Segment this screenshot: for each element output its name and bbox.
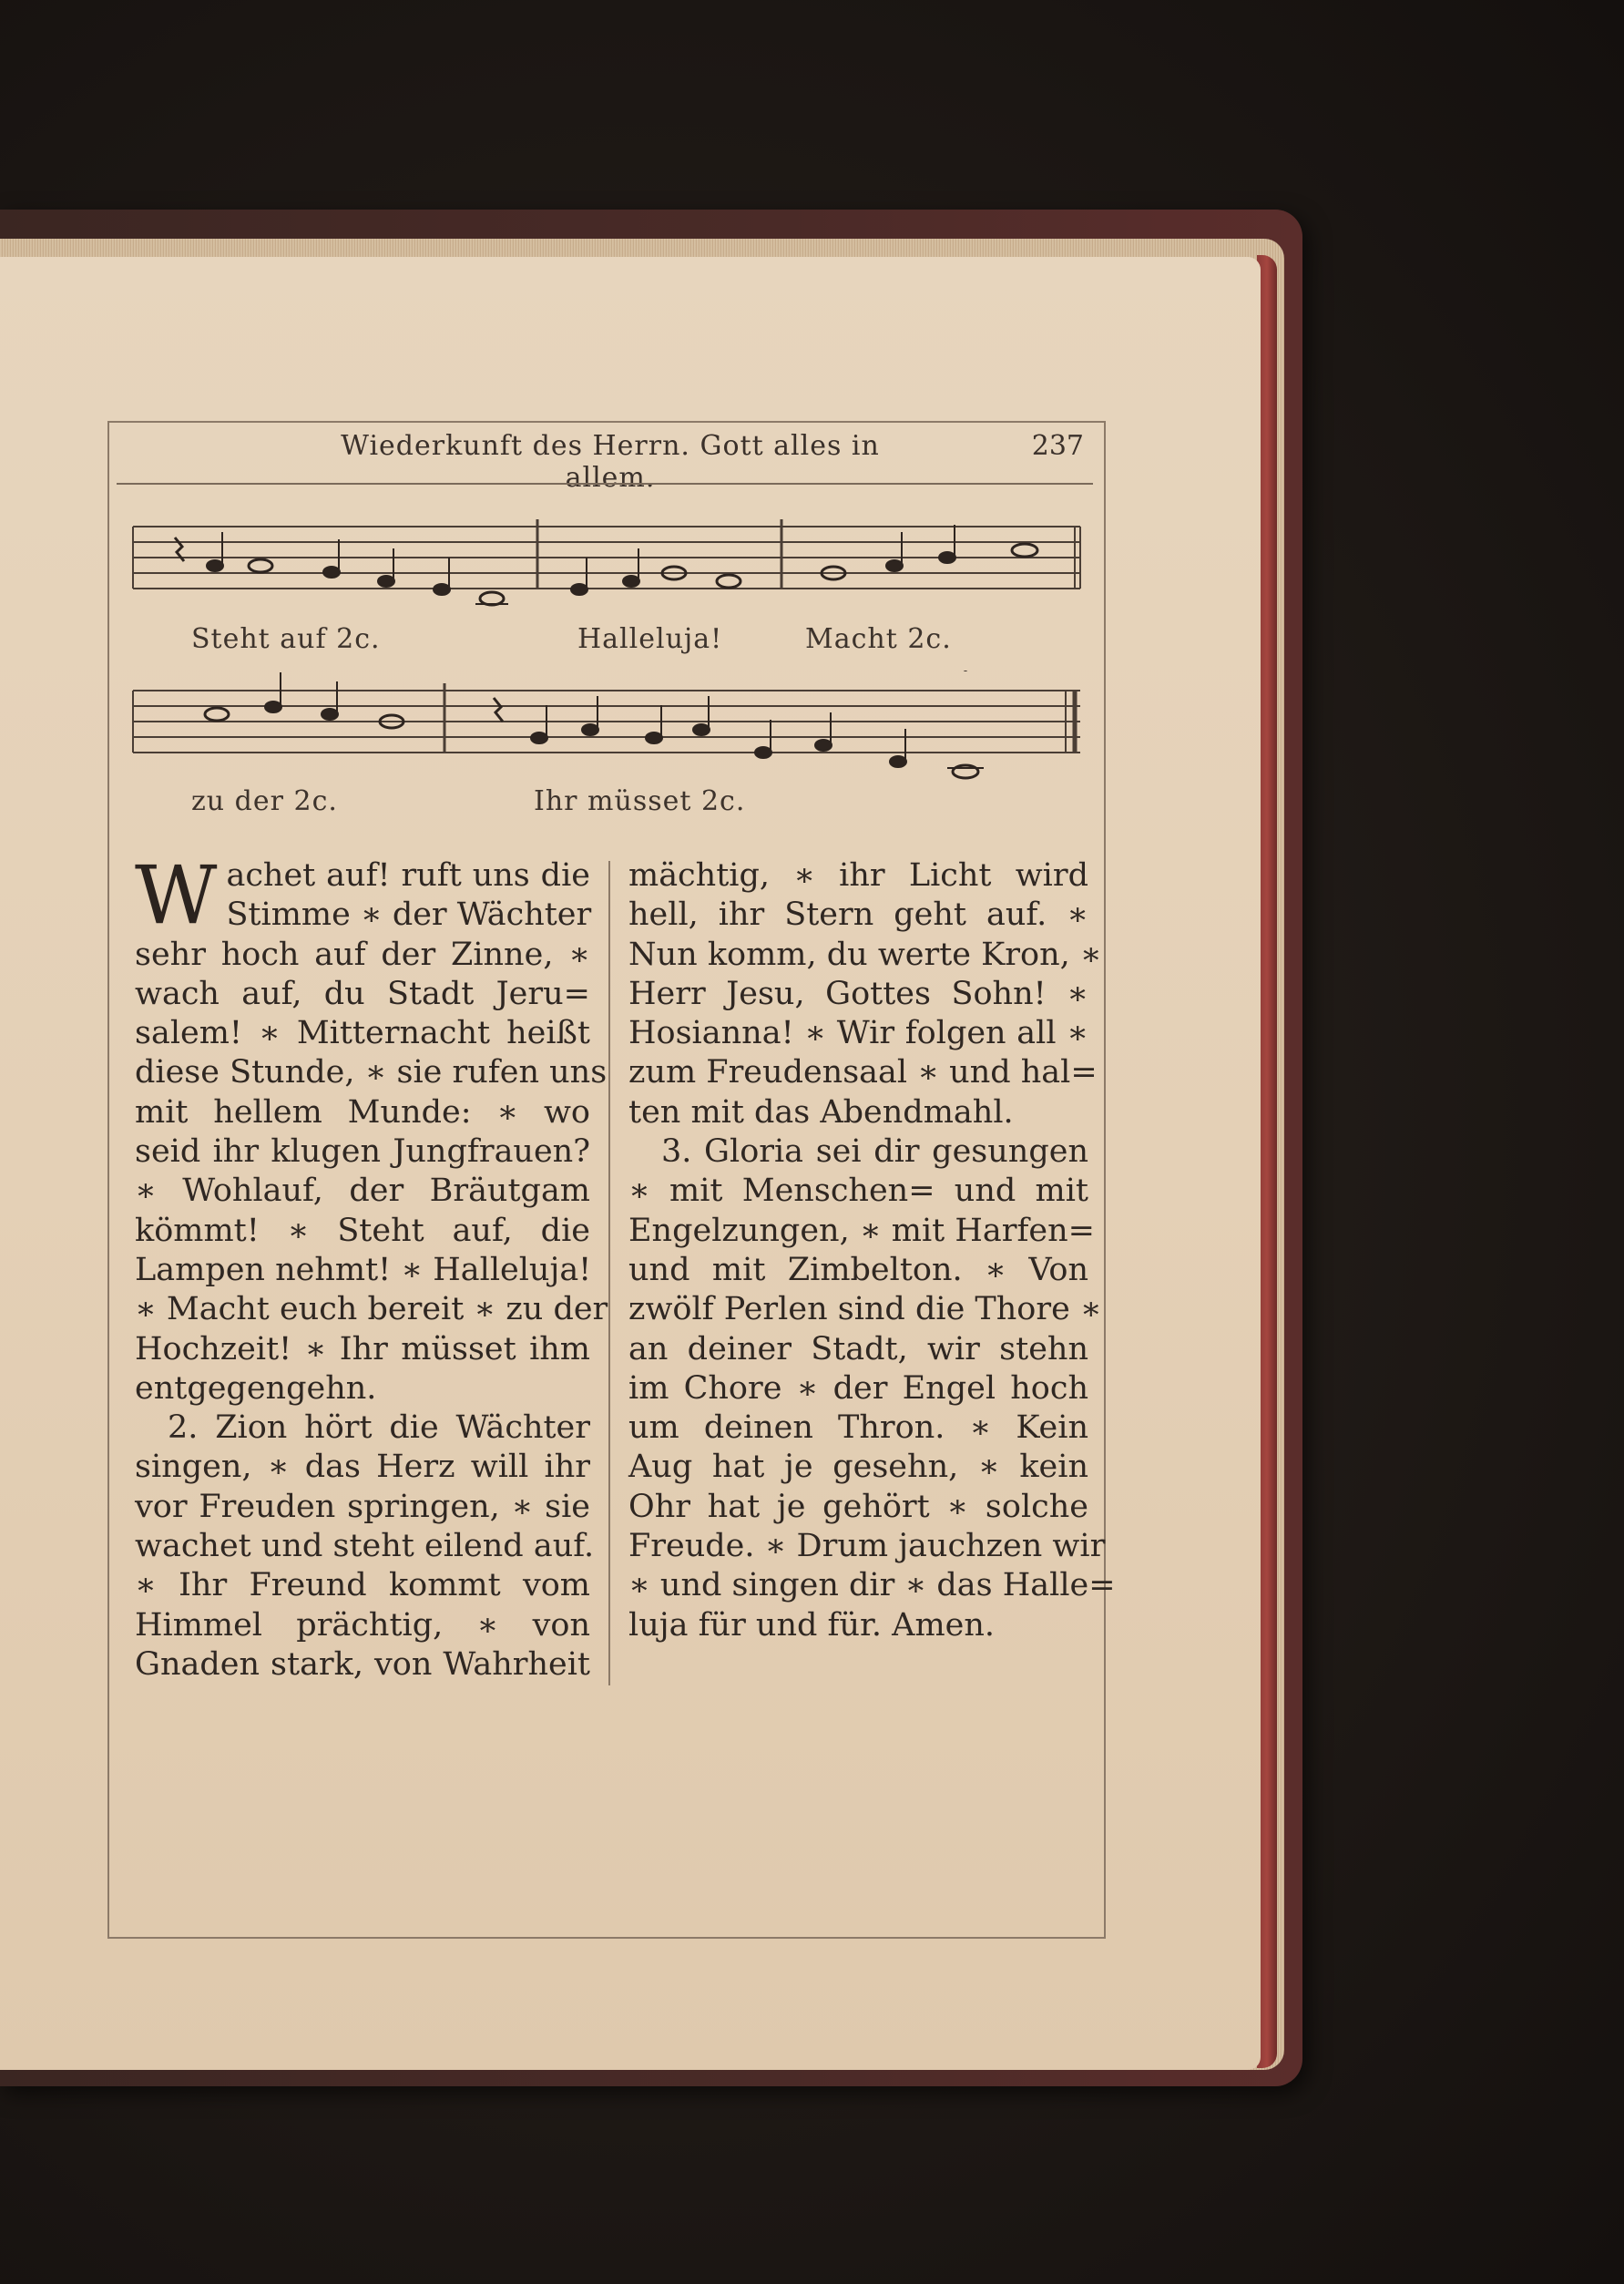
text-line: Himmel prächtig, ∗ von (135, 1606, 590, 1644)
staff2-lyric-1: zu der 2c. (191, 785, 338, 817)
text-line: im Chore ∗ der Engel hoch (628, 1369, 1088, 1407)
text-line: Hochzeit! ∗ Ihr müsset ihm (135, 1330, 590, 1367)
text-line: kömmt! ∗ Steht auf, die (135, 1212, 590, 1249)
text-line: ∗ Macht euch bereit ∗ zu der (135, 1291, 608, 1328)
text-line: singen, ∗ das Herz will ihr (135, 1449, 590, 1486)
text-line: ten mit das Abendmahl. (628, 1093, 1014, 1131)
text-line: um deinen Thron. ∗ Kein (628, 1409, 1088, 1447)
text-line: mächtig, ∗ ihr Licht wird (628, 857, 1088, 894)
text-line: an deiner Stadt, wir stehn (628, 1330, 1088, 1367)
text-line: Hosianna! ∗ Wir folgen all ∗ (628, 1015, 1088, 1052)
text-line: diese Stunde, ∗ sie rufen uns (135, 1054, 608, 1091)
text-line: und mit Zimbelton. ∗ Von (628, 1251, 1088, 1288)
staff1-lyric-2: Halleluja! (577, 623, 723, 655)
text-line: 2. Zion hört die Wächter (168, 1409, 590, 1447)
left-column (135, 848, 608, 1685)
text-line: entgegengehn. (135, 1369, 377, 1407)
text-line: ∗ Wohlauf, der Bräutgam (135, 1173, 590, 1210)
text-line: Herr Jesu, Gottes Sohn! ∗ (628, 975, 1088, 1012)
music-staff-1 (128, 510, 1093, 620)
text-line: ∗ Ihr Freund kommt vom (135, 1567, 590, 1604)
music-staff-2 (128, 671, 1093, 789)
text-line: zum Freudensaal ∗ und hal= (628, 1054, 1098, 1091)
staff1-lyric-1: Steht auf 2c. (191, 623, 381, 655)
text-line: Stimme ∗ der Wächter (226, 896, 592, 934)
right-column (628, 856, 1116, 1645)
text-line: achet auf! ruft uns die (226, 857, 590, 894)
text-line: ∗ und singen dir ∗ das Halle= (628, 1567, 1116, 1604)
text-line: sehr hoch auf der Zinne, ∗ (135, 936, 590, 973)
text-line: mit hellem Munde: ∗ wo (135, 1093, 590, 1131)
text-line: Engelzungen, ∗ mit Harfen= (628, 1212, 1095, 1249)
text-line: seid ihr klugen Jungfrauen? (135, 1133, 590, 1171)
text-line: Freude. ∗ Drum jauchzen wir (628, 1528, 1106, 1565)
text-line: wachet und steht eilend auf. (135, 1528, 595, 1565)
text-line: 3. Gloria sei dir gesungen (661, 1133, 1088, 1171)
column-separator (608, 861, 610, 1685)
text-line: zwölf Perlen sind die Thore ∗ (628, 1291, 1102, 1328)
text-line: ∗ mit Menschen= und mit (628, 1173, 1088, 1210)
page-number: 237 (1031, 430, 1084, 462)
text-line: salem! ∗ Mitternacht heißt (135, 1015, 590, 1052)
staff1-lyric-3: Macht 2c. (805, 623, 952, 655)
text-line: vor Freuden springen, ∗ sie (135, 1488, 590, 1525)
header-rule (117, 483, 1093, 485)
dropcap: W (135, 848, 218, 942)
text-line: Gnaden stark, von Wahrheit (135, 1645, 590, 1683)
text-line: Lampen nehmt! ∗ Halleluja! (135, 1251, 592, 1288)
text-line: Nun komm, du werte Kron, ∗ (628, 936, 1102, 973)
text-line: wach auf, du Stadt Jeru= (135, 975, 590, 1012)
text-line: luja für und für. Amen. (628, 1606, 996, 1644)
text-line: hell, ihr Stern geht auf. ∗ (628, 896, 1088, 934)
staff2-lyric-2: Ihr müsset 2c. (534, 785, 746, 817)
running-head: Wiederkunft des Herrn. Gott alles in allem. (341, 430, 880, 494)
text-line: Ohr hat je gehört ∗ solche (628, 1488, 1088, 1525)
text-line: Aug hat je gesehn, ∗ kein (628, 1449, 1088, 1486)
